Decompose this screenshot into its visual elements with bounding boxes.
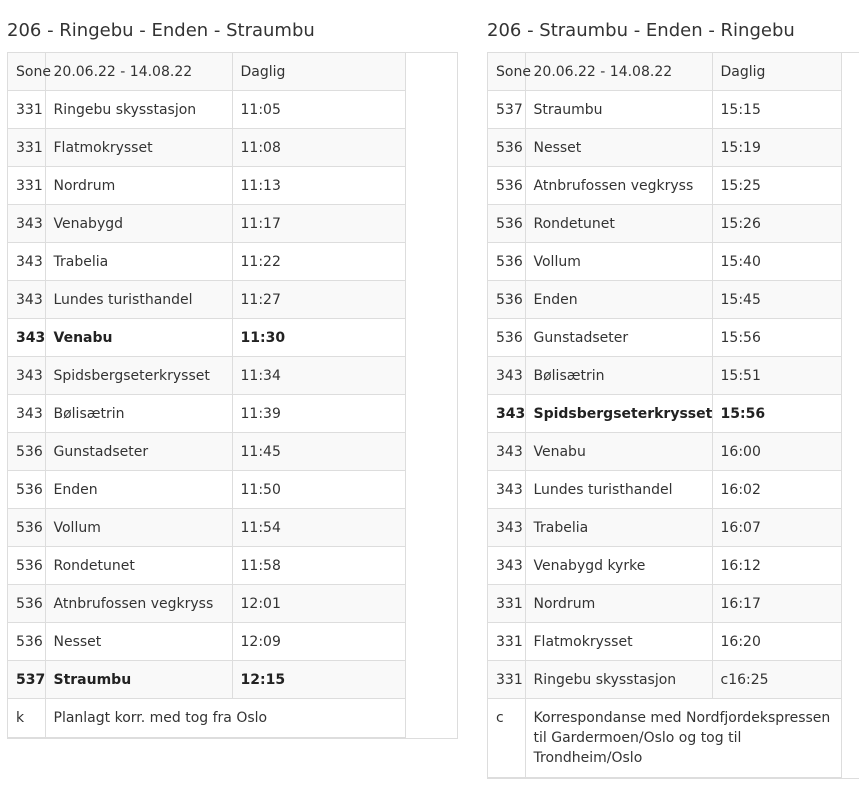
zone-cell: 331 (488, 623, 525, 661)
time-cell: 12:15 (232, 661, 406, 699)
timetable (8, 53, 406, 738)
header-row (8, 53, 406, 91)
stop-cell: Nordrum (525, 585, 712, 623)
zone-cell: 536 (8, 623, 45, 661)
time-cell: 15:19 (712, 129, 842, 167)
time-cell: 11:13 (232, 167, 406, 205)
zone-cell: 343 (488, 547, 525, 585)
table-row (488, 243, 842, 281)
stop-cell: Vollum (45, 509, 232, 547)
stop-cell: Ringebu skysstasjon (45, 91, 232, 129)
table-row (8, 357, 406, 395)
stop-cell: Lundes turisthandel (45, 281, 232, 319)
stop-cell: Flatmokrysset (45, 129, 232, 167)
table-row (8, 129, 406, 167)
zone-cell: 343 (488, 357, 525, 395)
timetable-ringebu-straumbu (0, 0, 458, 726)
zone-cell: 536 (488, 319, 525, 357)
stop-cell: Enden (45, 471, 232, 509)
zone-cell: 536 (8, 547, 45, 585)
time-cell: 15:26 (712, 205, 842, 243)
table-row (8, 281, 406, 319)
time-cell: 11:39 (232, 395, 406, 433)
table-row (488, 205, 842, 243)
table-row (488, 91, 842, 129)
period-header: 20.06.22 - 14.08.22 (45, 53, 232, 91)
stop-cell: Nesset (525, 129, 712, 167)
time-cell: 11:08 (232, 129, 406, 167)
days-header: Daglig (712, 53, 842, 91)
table-row (488, 661, 842, 699)
time-cell: 11:17 (232, 205, 406, 243)
zone-cell: 343 (488, 509, 525, 547)
stop-cell: Venabu (525, 433, 712, 471)
time-cell: 11:50 (232, 471, 406, 509)
zone-cell: 343 (488, 433, 525, 471)
zone-cell: 331 (8, 129, 45, 167)
stop-cell: Gunstadseter (45, 433, 232, 471)
time-cell: 11:05 (232, 91, 406, 129)
time-cell: 11:58 (232, 547, 406, 585)
zone-cell: 343 (8, 319, 45, 357)
stop-cell: Spidsbergseterkrysset (45, 357, 232, 395)
timetable-container (7, 52, 458, 739)
table-row (488, 129, 842, 167)
stop-cell: Venabygd kyrke (525, 547, 712, 585)
table-row (488, 281, 842, 319)
time-cell: 15:56 (712, 319, 842, 357)
table-row (8, 585, 406, 623)
table-row (8, 91, 406, 129)
time-cell: 11:30 (232, 319, 406, 357)
stop-cell: Flatmokrysset (525, 623, 712, 661)
stop-cell: Ringebu skysstasjon (525, 661, 712, 699)
time-cell: 12:01 (232, 585, 406, 623)
stop-cell: Vollum (525, 243, 712, 281)
zone-cell: 537 (8, 661, 45, 699)
time-cell: 15:51 (712, 357, 842, 395)
zone-header: Sone (8, 53, 45, 91)
table-row-highlighted (8, 319, 406, 357)
zone-cell: 536 (8, 471, 45, 509)
time-cell: c16:25 (712, 661, 842, 699)
zone-cell: 536 (488, 129, 525, 167)
zone-cell: 536 (8, 585, 45, 623)
route-title: 206 - Ringebu - Enden - Straumbu (7, 20, 315, 41)
zone-cell: 536 (488, 167, 525, 205)
stop-cell: Gunstadseter (525, 319, 712, 357)
time-cell: 16:02 (712, 471, 842, 509)
time-cell: 12:09 (232, 623, 406, 661)
zone-cell: 536 (488, 205, 525, 243)
zone-cell: 343 (8, 357, 45, 395)
stop-cell: Lundes turisthandel (525, 471, 712, 509)
stop-cell: Atnbrufossen vegkryss (525, 167, 712, 205)
header-row (488, 53, 842, 91)
zone-header: Sone (488, 53, 525, 91)
footnote-row (8, 699, 406, 738)
period-header: 20.06.22 - 14.08.22 (525, 53, 712, 91)
stop-cell: Bølisætrin (525, 357, 712, 395)
timetable-container (487, 52, 859, 779)
route-title: 206 - Straumbu - Enden - Ringebu (487, 20, 795, 41)
zone-cell: 343 (8, 395, 45, 433)
table-row (8, 395, 406, 433)
timetable (488, 53, 842, 778)
time-cell: 15:56 (712, 395, 842, 433)
time-cell: 16:17 (712, 585, 842, 623)
table-row (8, 547, 406, 585)
zone-cell: 343 (8, 281, 45, 319)
zone-cell: 343 (8, 243, 45, 281)
time-cell: 11:22 (232, 243, 406, 281)
zone-cell: 331 (8, 91, 45, 129)
zone-cell: 536 (488, 281, 525, 319)
table-row (488, 585, 842, 623)
stop-cell: Rondetunet (525, 205, 712, 243)
table-row (488, 319, 842, 357)
table-row (8, 433, 406, 471)
table-row-highlighted (488, 395, 842, 433)
footnote-text: Korrespondanse med Nordfjordekspressen til Gardermoen/Oslo og tog til Trondheim/Oslo (525, 699, 842, 778)
time-cell: 11:27 (232, 281, 406, 319)
zone-cell: 536 (8, 433, 45, 471)
timetable-straumbu-ringebu (480, 0, 859, 766)
table-row (8, 471, 406, 509)
footnote-symbol: k (8, 699, 45, 738)
stop-cell: Trabelia (45, 243, 232, 281)
time-cell: 15:40 (712, 243, 842, 281)
table-row (488, 547, 842, 585)
table-row (488, 623, 842, 661)
time-cell: 11:45 (232, 433, 406, 471)
table-row (8, 167, 406, 205)
table-row (8, 623, 406, 661)
zone-cell: 536 (8, 509, 45, 547)
time-cell: 16:00 (712, 433, 842, 471)
stop-cell: Enden (525, 281, 712, 319)
table-row (8, 509, 406, 547)
zone-cell: 537 (488, 91, 525, 129)
stop-cell: Spidsbergseterkrysset (525, 395, 712, 433)
time-cell: 16:20 (712, 623, 842, 661)
stop-cell: Nesset (45, 623, 232, 661)
stop-cell: Rondetunet (45, 547, 232, 585)
zone-cell: 331 (8, 167, 45, 205)
time-cell: 15:15 (712, 91, 842, 129)
stop-cell: Straumbu (45, 661, 232, 699)
table-row-highlighted (8, 661, 406, 699)
time-cell: 16:07 (712, 509, 842, 547)
table-row (488, 167, 842, 205)
zone-cell: 331 (488, 585, 525, 623)
footnote-symbol: c (488, 699, 525, 778)
time-cell: 16:12 (712, 547, 842, 585)
stop-cell: Straumbu (525, 91, 712, 129)
table-row (488, 471, 842, 509)
table-row (8, 205, 406, 243)
days-header: Daglig (232, 53, 406, 91)
zone-cell: 343 (488, 395, 525, 433)
time-cell: 11:54 (232, 509, 406, 547)
zone-cell: 331 (488, 661, 525, 699)
table-row (8, 243, 406, 281)
stop-cell: Trabelia (525, 509, 712, 547)
footnote-row (488, 699, 842, 778)
time-cell: 15:45 (712, 281, 842, 319)
time-cell: 15:25 (712, 167, 842, 205)
zone-cell: 343 (488, 471, 525, 509)
table-row (488, 509, 842, 547)
stop-cell: Atnbrufossen vegkryss (45, 585, 232, 623)
stop-cell: Venabygd (45, 205, 232, 243)
stop-cell: Venabu (45, 319, 232, 357)
zone-cell: 536 (488, 243, 525, 281)
stop-cell: Bølisætrin (45, 395, 232, 433)
time-cell: 11:34 (232, 357, 406, 395)
table-row (488, 433, 842, 471)
zone-cell: 343 (8, 205, 45, 243)
footnote-text: Planlagt korr. med tog fra Oslo (45, 699, 406, 738)
table-row (488, 357, 842, 395)
stop-cell: Nordrum (45, 167, 232, 205)
